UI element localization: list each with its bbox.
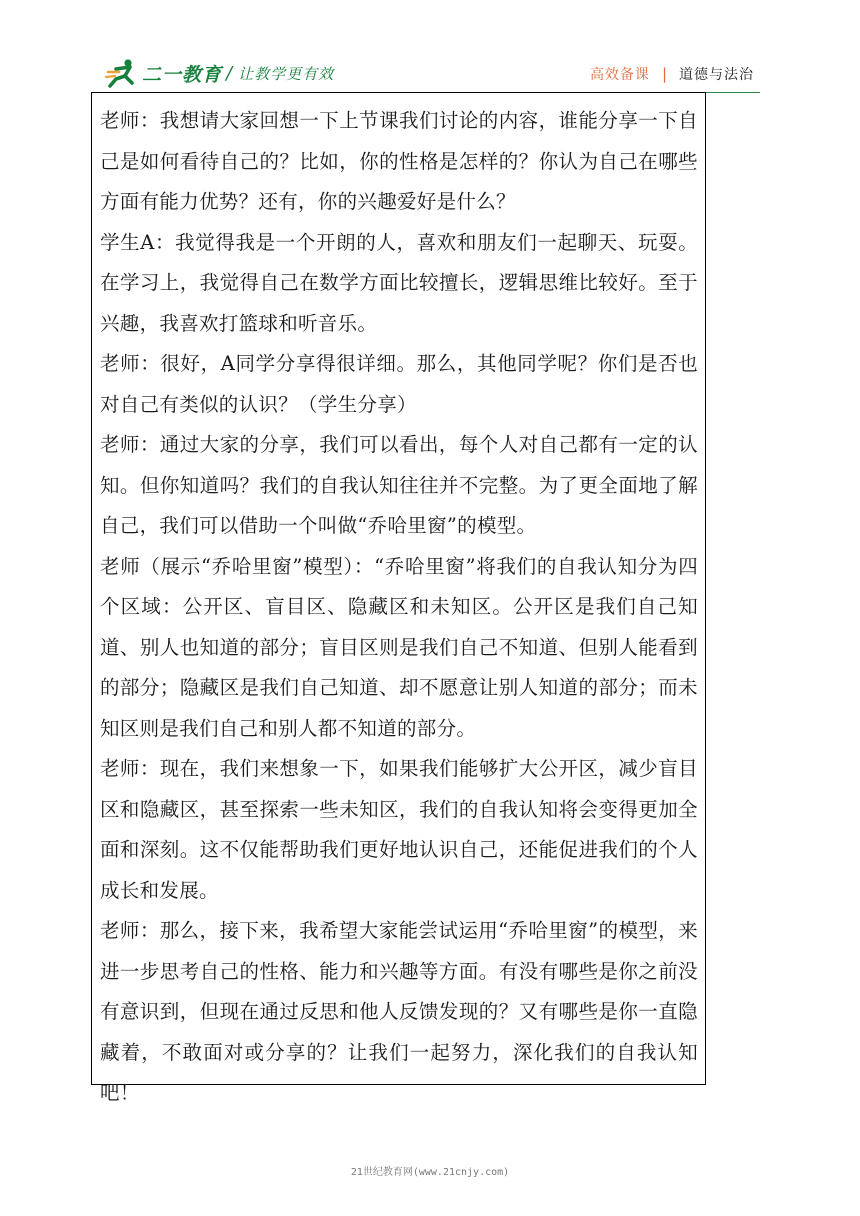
dialogue-paragraph: 学生A：我觉得我是一个开朗的人，喜欢和朋友们一起聊天、玩耍。在学习上，我觉得自己在数学方面比较擅长，逻辑思维比较好。至于兴趣，我喜欢打篮球和听音乐。 (100, 230, 698, 335)
dialogue-paragraph: 老师：我想请大家回想一下上节课我们讨论的内容，谁能分享一下自己是如何看待自己的？比如，你的性格是怎样的？你认为自己在哪些方面有能力优势？还有，你的兴趣爱好是什么？ (100, 109, 698, 213)
dialogue-paragraph: 老师：通过大家的分享，我们可以看出，每个人对自己都有一定的认知。但你知道吗？我们的自我认知往往并不完整。为了更全面地了解自己，我们可以借助一个叫做“乔哈里窗”的模型。 (100, 433, 698, 537)
subject-label: 道德与法治 (679, 67, 754, 83)
logo-divider: / (226, 62, 233, 84)
page-footer: 21世纪教育网(www.21cnjy.com) (350, 1167, 510, 1178)
course-label: 高效备课 (589, 67, 650, 83)
running-person-icon (104, 58, 140, 88)
dialogue-paragraph: 老师：很好，A同学分享得很详细。那么，其他同学呢？你们是否也对自己有类似的认识？（学生分享） (100, 352, 698, 416)
brand-slogan: 让教学更有效 (238, 64, 335, 83)
brand-name: 二一教育 (142, 63, 223, 86)
lesson-dialogue (100, 101, 698, 1114)
brand-logo (104, 58, 334, 88)
header-meta (590, 64, 754, 84)
page-header (0, 0, 860, 92)
header-separator: | (661, 65, 667, 83)
lesson-content-box (91, 92, 706, 1104)
dialogue-paragraph: 老师：现在，我们来想象一下，如果我们能够扩大公开区，减少盲目区和隐藏区，甚至探索一些未知区，我们的自我认知将会变得更加全面和深刻。这不仅能帮助我们更好地认识自己，还能促进我们的个人成长和发展。 (100, 757, 698, 902)
dialogue-paragraph: 老师：那么，接下来，我希望大家能尝试运用“乔哈里窗”的模型，来进一步思考自己的性格、能力和兴趣等方面。有没有哪些是你之前没有意识到，但现在通过反思和他人反馈发现的？又有哪些是你一直隐藏着，不敢面对或分享的？让我们一起努力，深化我们的自我认知吧！ (100, 919, 698, 1104)
dialogue-paragraph: 老师（展示“乔哈里窗”模型）：“乔哈里窗”将我们的自我认知分为四个区域：公开区、盲目区、隐藏区和未知区。公开区是我们自己知道、别人也知道的部分；盲目区则是我们自己不知道、但别人能看到的部分；隐藏区是我们自己知道、却不愿意让别人知道的部分；而未知区则是我们自己和别人都不知道的部分。 (100, 554, 698, 740)
